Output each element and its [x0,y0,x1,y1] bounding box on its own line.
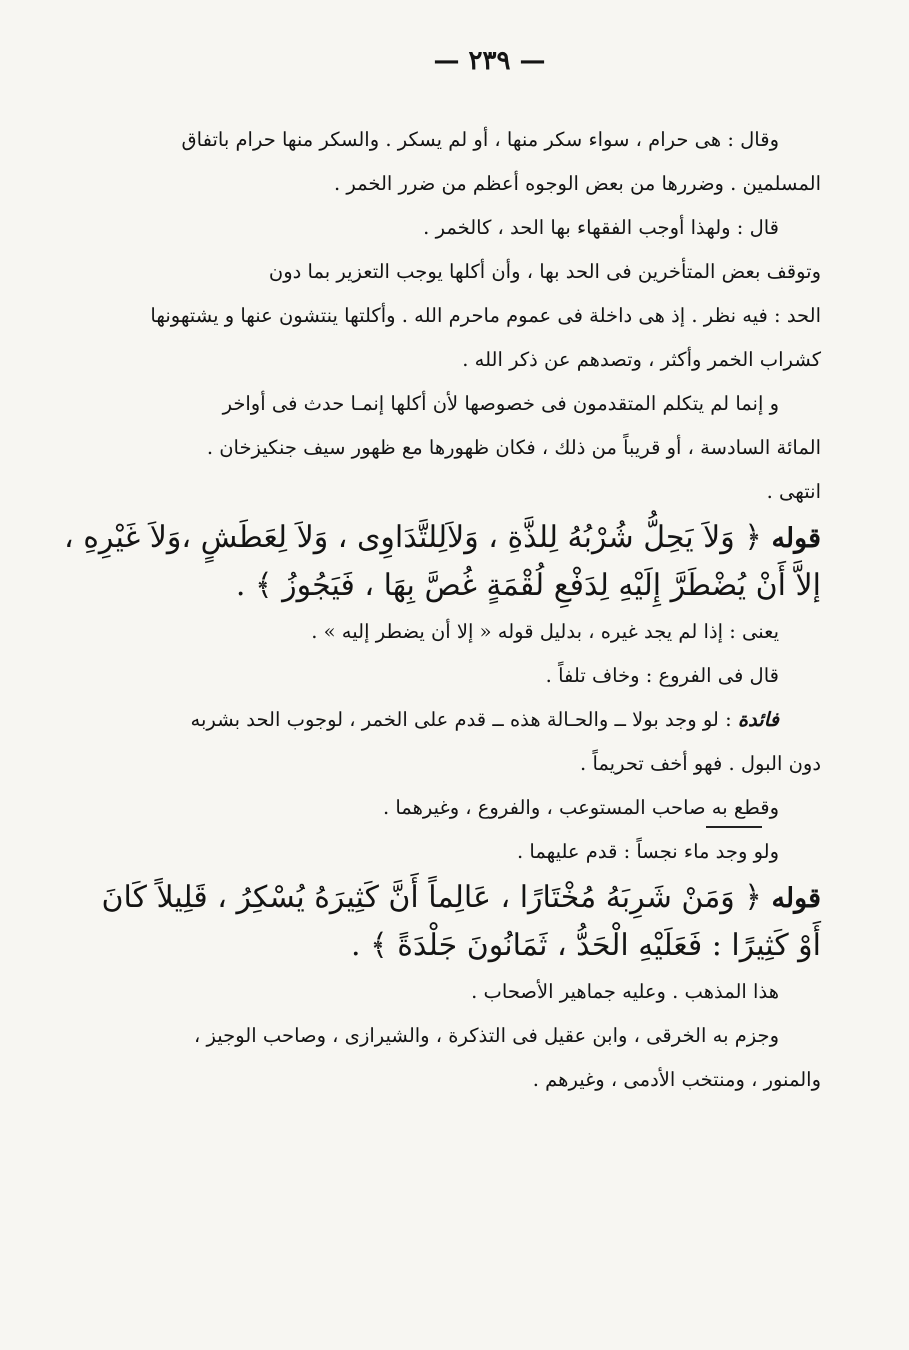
text-line: ولو وجد ماء نجساً : قدم عليهما . [516,840,779,863]
quote-line [101,874,821,922]
text-line: والمنور ، ومنتخب الأدمى ، وغيرهم . [532,1068,821,1091]
text-line: وقطع به صاحب المستوعب ، والفروع ، وغيرهما . [382,796,779,819]
quote-line [158,922,821,970]
note-text: : لو وجد بولا ــ والحـالة هذه ــ قدم على الخمر ، لوجوب الحد بشربه [190,708,732,731]
page-number: — ٢٣٩ — [433,46,546,76]
quote-line [158,562,821,610]
text-line: المسلمين . وضررها من بعض الوجوه أعظم من ضرر الخمر . [333,172,821,195]
quote-line [64,514,821,562]
text-line: المائة السادسة ، أو قريباً من ذلك ، فكان ظهورها مع ظهور سيف جنكيزخان . [206,436,821,459]
text-line: و إنما لم يتكلم المتقدمون فى خصوصها لأن أكلها إنمـا حدث فى أواخر [222,392,779,415]
text-line: كشراب الخمر وأكثر ، وتصدهم عن ذكر الله . [462,348,821,371]
text-line: هذا المذهب . وعليه جماهير الأصحاب . [471,980,779,1003]
quote-text: ﴿ وَمَنْ شَرِبَهُ مُخْتَارًا ، عَالِماً أَنَّ كَثِيرَهُ يُسْكِرُ ، قَلِيلاً كَانَ [101,880,762,915]
note-lead: فائدة [737,708,779,731]
text-line: وجزم به الخرقى ، وابن عقيل فى التذكرة ، والشيرازى ، وصاحب الوجيز ، [194,1024,779,1047]
quote-text: ﴿ وَلاَ يَحِلُّ شُرْبُهُ لِلذَّةِ ، وَلاَلِلتَّدَاوِى ، وَلاَ لِعَطَشٍ ،وَلاَ غَيْرِهِ ، [64,520,762,555]
text-line: يعنى : إذا لم يجد غيره ، بدليل قوله « إلا أن يضطر إليه » . [311,620,779,643]
quote-text: أَوْ كَثِيرًا : فَعَلَيْهِ الْحَدُّ ، ثَمَانُونَ جَلْدَةً ﴾ . [351,928,821,963]
text-line: وقال : هى حرام ، سواء سكر منها ، أو لم يسكر . والسكر منها حرام باتفاق [181,128,779,151]
quote-lead: قوله [771,523,821,554]
text-line: وتوقف بعض المتأخرين فى الحد بها ، وأن أكلها يوجب التعزير بما دون [268,260,821,283]
text-line: انتهى . [766,480,821,503]
text-line: قال فى الفروع : وخاف تلفاً . [545,664,779,687]
note-line [158,698,821,742]
text-line: دون البول . فهو أخف تحريماً . [580,752,821,775]
quote-text: إلاَّ أَنْ يُضْطَرَّ إِلَيْهِ لِدَفْعِ لُقْمَةٍ غُصَّ بِهَا ، فَيَجُوزُ ﴾ . [235,568,821,603]
text-line: الحد : فيه نظر . إذ هى داخلة فى عموم ماحرم الله . وأكلتها ينتشون عنها و يشتهونها [150,304,821,327]
quote-lead: قوله [771,883,821,914]
body-text [64,118,821,1102]
text-line: قال : ولهذا أوجب الفقهاء بها الحد ، كالخمر . [423,216,779,239]
underline-mark [706,826,762,828]
